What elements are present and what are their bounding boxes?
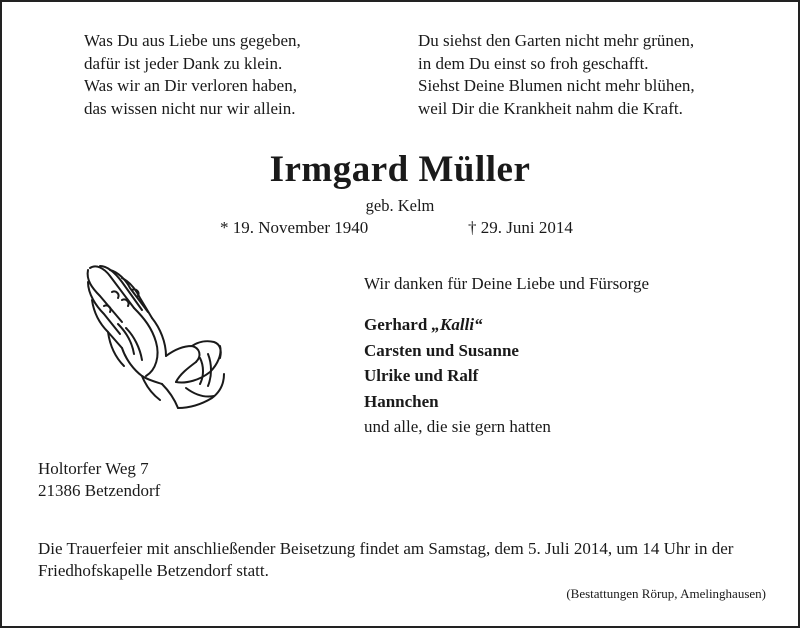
- mourner-gerhard: [364, 312, 551, 338]
- mourner-line: Carsten und Susanne: [364, 340, 519, 360]
- deceased-name: Irmgard Müller: [269, 149, 531, 190]
- mourners-list: [364, 312, 551, 440]
- poem-left: [84, 30, 301, 120]
- mourner-line: Hannchen: [364, 391, 439, 411]
- poem-line: das wissen nicht nur wir allein.: [84, 98, 296, 118]
- mourner-closing: und alle, die sie gern hatten: [364, 417, 551, 436]
- poem-line: Du siehst den Garten nicht mehr grünen,: [418, 31, 695, 50]
- address-city: 21386 Betzendorf: [38, 480, 161, 500]
- address-block: [38, 458, 160, 501]
- praying-hands-icon: [82, 262, 226, 412]
- poem-line: Was wir an Dir verloren haben,: [84, 76, 297, 95]
- funeral-notice: Die Trauerfeier mit anschließender Beisetzung findet am Samstag, dem 5. Juli 2014, um 14 Uhr in der Friedhofskapelle Betzendorf statt.: [38, 539, 734, 580]
- birth-date: * 19. November 1940: [220, 218, 369, 237]
- undertaker-credit: (Bestattungen Rörup, Amelinghausen): [566, 586, 766, 601]
- poem-line: Was Du aus Liebe uns gegeben,: [84, 31, 301, 50]
- death-date: † 29. Juni 2014: [468, 218, 573, 237]
- address-street: Holtorfer Weg 7: [38, 459, 149, 478]
- mourner-nickname: „Kalli“: [431, 315, 483, 334]
- poem-line: Siehst Deine Blumen nicht mehr blühen,: [418, 76, 695, 95]
- poem-line: weil Dir die Krankheit nahm die Kraft.: [418, 98, 683, 118]
- thanks-line: Wir danken für Deine Liebe und Fürsorge: [364, 274, 650, 293]
- poem-right: [418, 30, 695, 120]
- poem-line: in dem Du einst so froh geschafft.: [418, 53, 649, 73]
- maiden-name: geb. Kelm: [365, 196, 435, 215]
- mourner-name: Gerhard: [364, 315, 432, 334]
- poem-line: dafür ist jeder Dank zu klein.: [84, 53, 283, 73]
- mourner-line: Ulrike und Ralf: [364, 366, 479, 385]
